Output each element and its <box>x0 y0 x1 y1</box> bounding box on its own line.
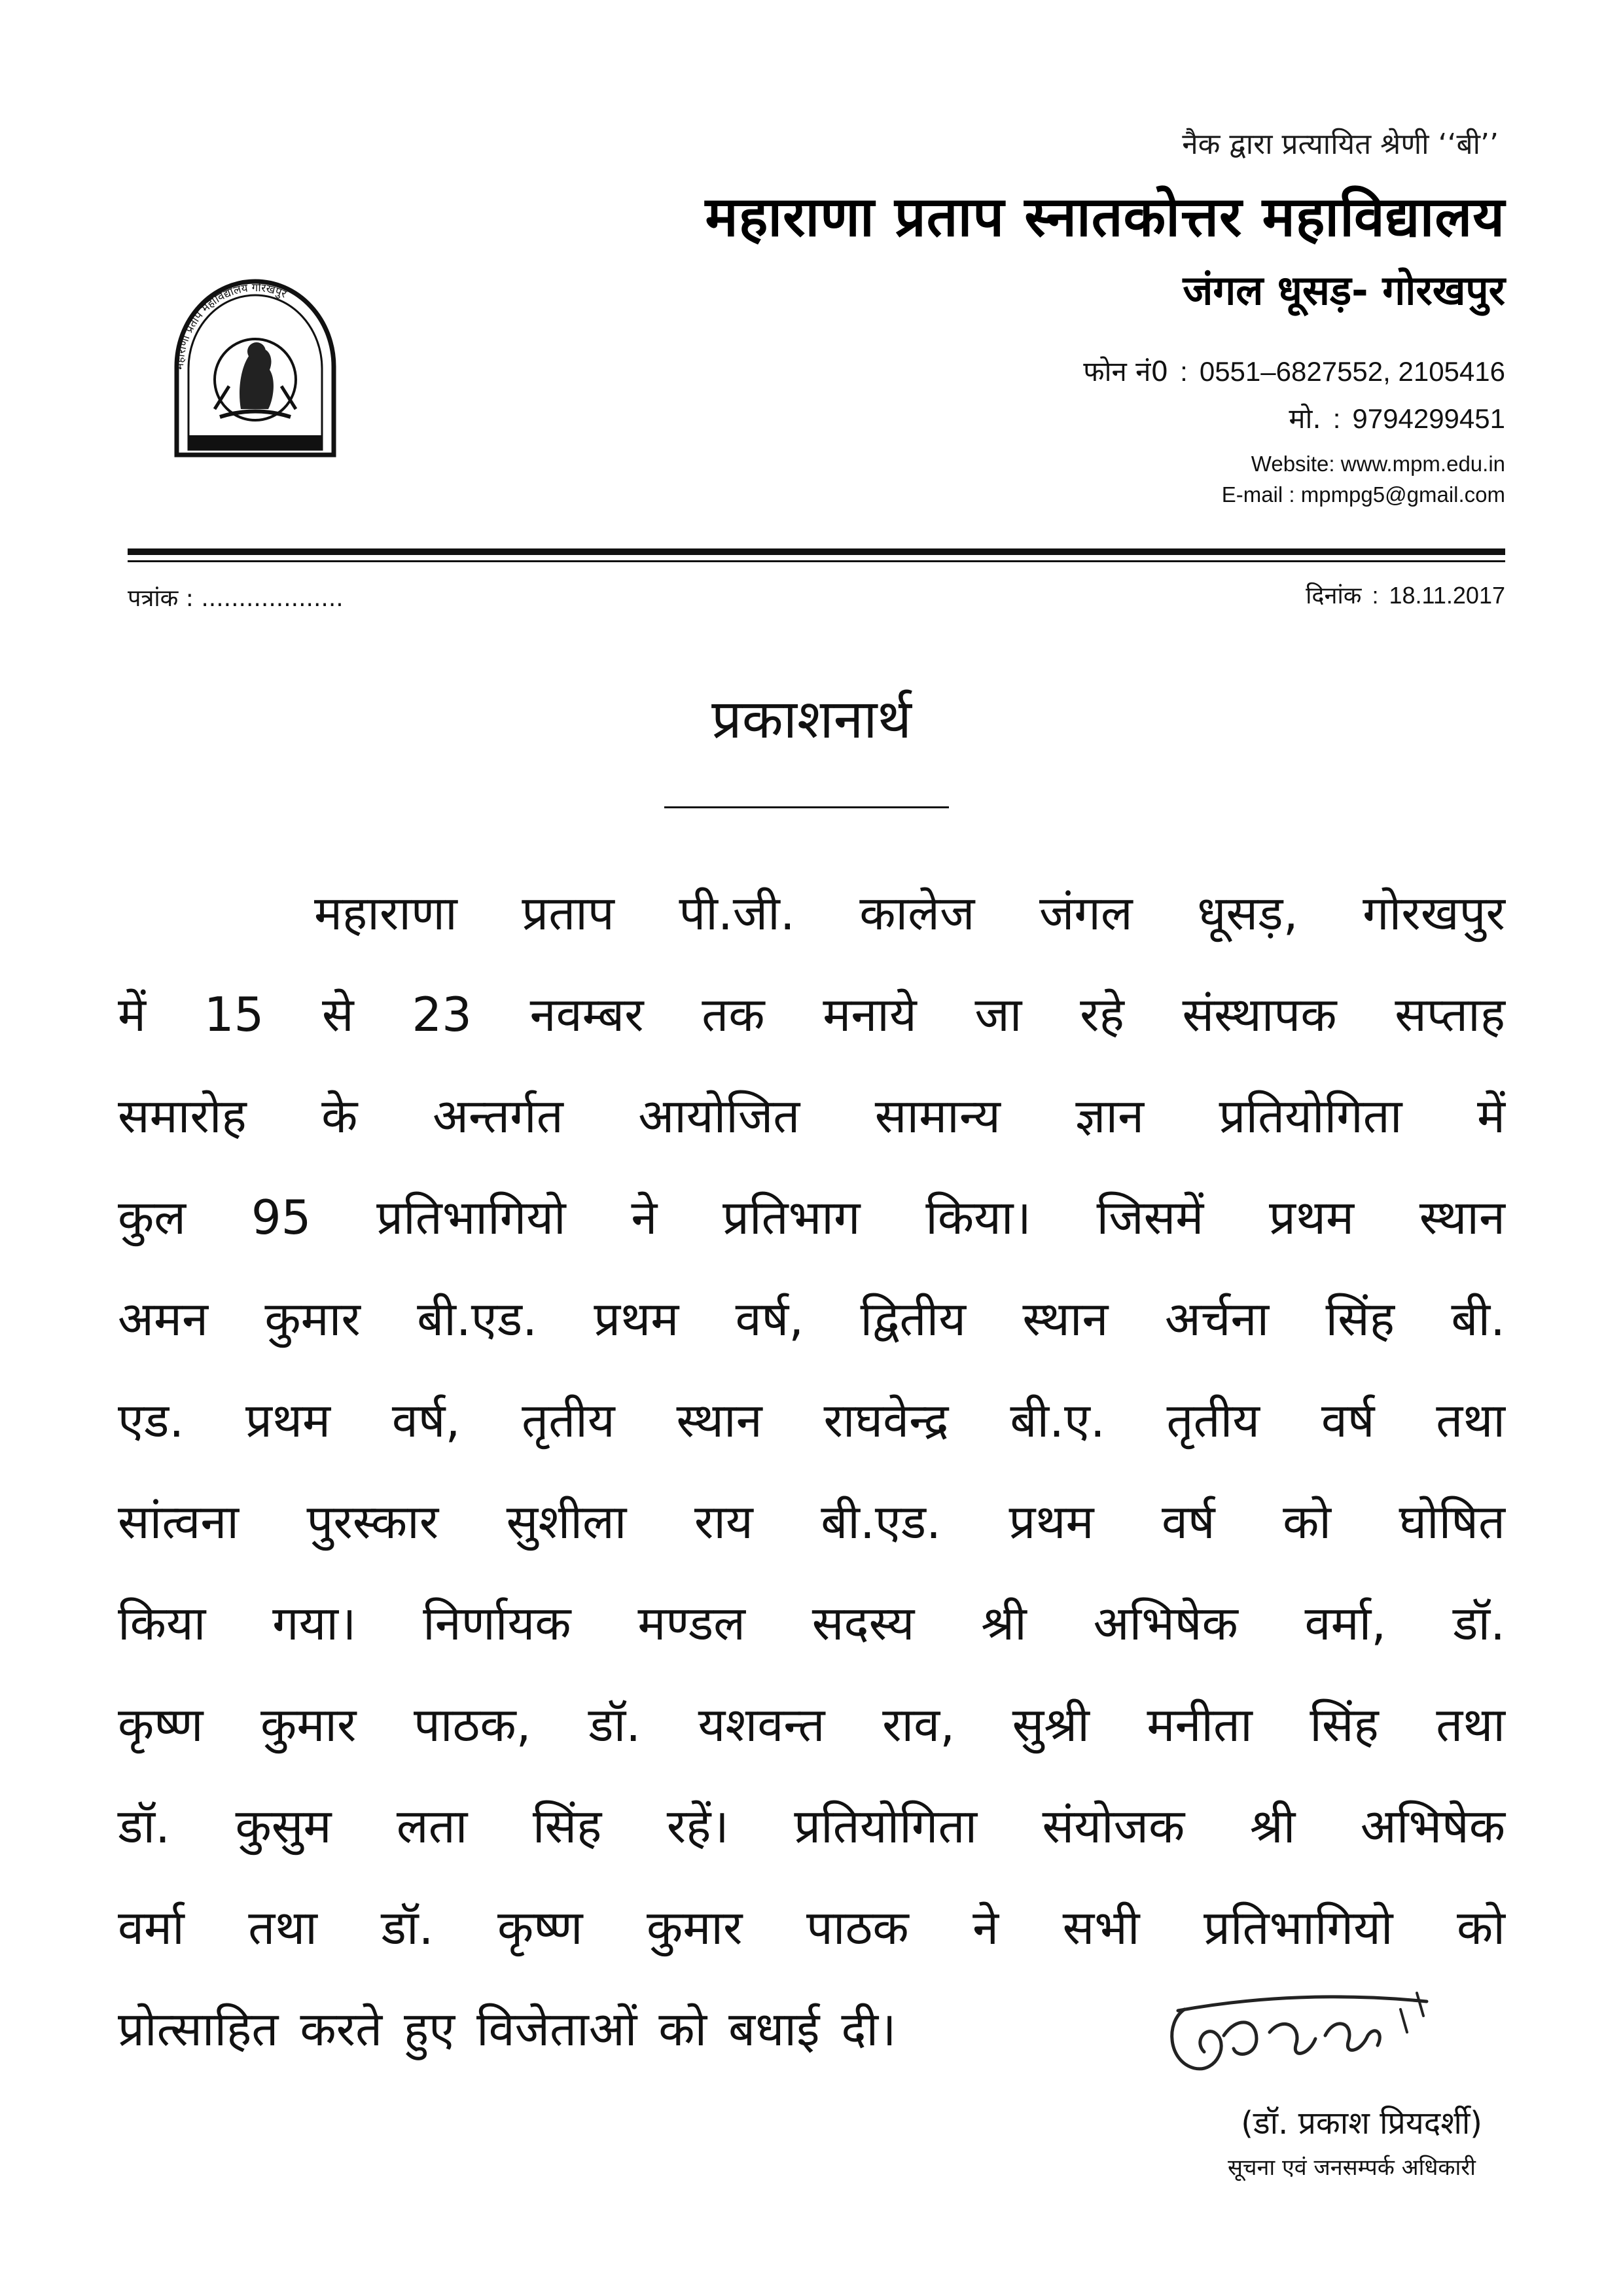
document-title: प्रकाशनार्थ <box>711 689 912 751</box>
signatory-name: (डॉ. प्रकाश प्रियदर्शी) <box>1241 2105 1482 2142</box>
phone-value: 0551–6827552, 2105416 <box>1199 356 1505 387</box>
college-name: महाराणा प्रताप स्नातकोत्तर महाविद्यालय <box>705 185 1505 249</box>
signatory-designation: सूचना एवं जनसम्पर्क अधिकारी <box>1227 2155 1476 2181</box>
naac-grade: नैक द्वारा प्रत्यायित श्रेणी ‘‘बी’’ <box>1182 128 1499 161</box>
header-rule-thick <box>128 548 1505 555</box>
body-line: डॉ. कुसुम लता सिंह रहें। प्रतियोगिता संयोजक श्री अभिषेक <box>118 1799 1505 1854</box>
body-line: एड. प्रथम वर्ष, तृतीय स्थान राघवेन्द्र बी.ए. तृतीय वर्ष तथा <box>118 1393 1505 1448</box>
reference-label: पत्रांक : <box>128 585 194 612</box>
press-release-body <box>118 863 1505 2080</box>
mobile-line <box>1289 399 1505 437</box>
date-separator: : <box>1372 582 1379 609</box>
body-line: अमन कुमार बी.एड. प्रथम वर्ष, द्वितीय स्थान अर्चना सिंह बी. <box>118 1291 1505 1346</box>
phone-separator: : <box>1180 356 1188 387</box>
body-line: समारोह के अन्तर्गत आयोजित सामान्य ज्ञान प्रतियोगिता में <box>118 1088 1505 1143</box>
body-line: सांत्वना पुरस्कार सुशीला राय बी.एड. प्रथम वर्ष को घोषित <box>118 1494 1505 1549</box>
date-value: 18.11.2017 <box>1389 582 1505 609</box>
body-line: वर्मा तथा डॉ. कृष्ण कुमार पाठक ने सभी प्रतिभागियो को <box>118 1900 1505 1955</box>
body-line: प्रोत्साहित करते हुए विजेताओं को बधाई दी। <box>118 2001 897 2056</box>
phone-line <box>1083 352 1505 389</box>
body-line: कृष्ण कुमार पाठक, डॉ. यशवन्त राव, सुश्री मनीता सिंह तथा <box>118 1697 1505 1752</box>
reference-number <box>128 581 344 613</box>
email-link[interactable]: E-mail : mpmpg5@gmail.com <box>1221 482 1505 507</box>
phone-label: फोन नं0 <box>1083 355 1169 387</box>
body-line: किया गया। निर्णायक मण्डल सदस्य श्री अभिषेक वर्मा, डॉ. <box>118 1596 1505 1651</box>
handwritten-signature <box>1158 1970 1440 2101</box>
mobile-label: मो. <box>1289 403 1321 435</box>
reference-value: ................... <box>201 585 344 612</box>
letter-date <box>1306 579 1505 611</box>
mobile-value: 9794299451 <box>1352 403 1505 434</box>
college-seal-logo <box>157 245 353 481</box>
body-line: में 15 से 23 नवम्बर तक मनाये जा रहे संस्थापक सप्ताह <box>118 987 1505 1042</box>
website-link[interactable]: Website: www.mpm.edu.in <box>1251 452 1505 476</box>
body-line: कुल 95 प्रतिभागियो ने प्रतिभाग किया। जिसमें प्रथम स्थान <box>118 1190 1505 1245</box>
seal-text: महाराणा प्रताप महाविद्यालय गोरखपुर <box>173 281 289 370</box>
mobile-separator: : <box>1332 403 1341 434</box>
body-line: महाराणा प्रताप पी.जी. कालेज जंगल धूसड़, गोरखपुर <box>314 886 1505 941</box>
date-label: दिनांक <box>1306 583 1362 609</box>
header-rule-thin <box>128 560 1505 562</box>
title-underline <box>664 806 949 808</box>
college-location: जंगल धूसड़- गोरखपुर <box>1183 266 1505 314</box>
